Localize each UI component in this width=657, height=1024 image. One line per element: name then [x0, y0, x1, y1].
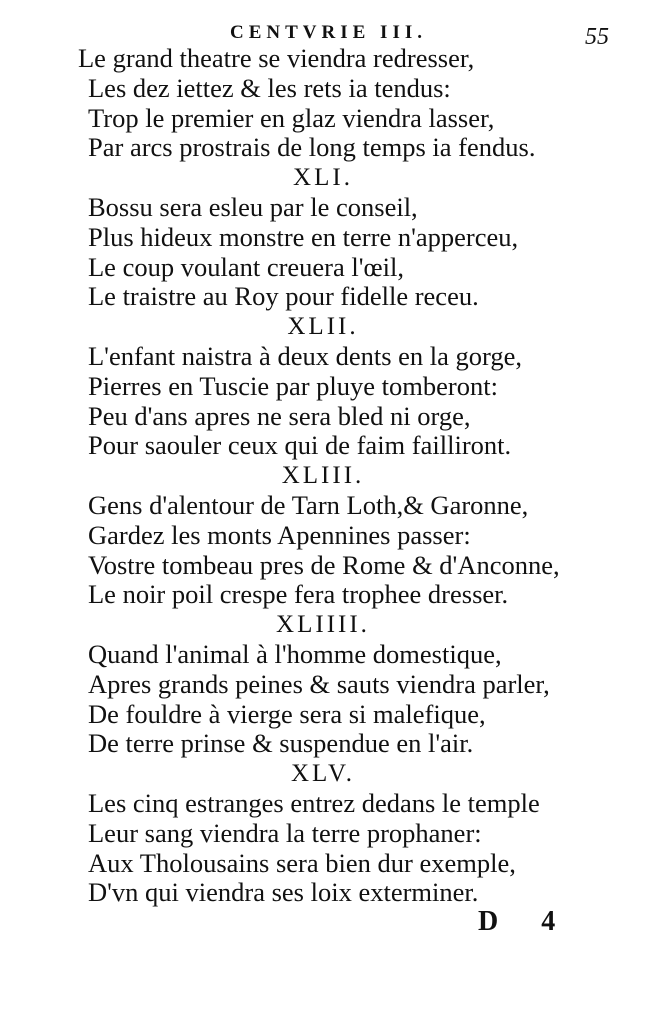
quatrain-number: XLIIII. [276, 611, 370, 639]
quatrain-number: XLIII. [281, 462, 365, 490]
verse-line: Apres grands peines & sauts viendra parler, [88, 668, 550, 699]
quatrain-text [78, 44, 638, 908]
verse-line: L'enfant naistra à deux dents en la gorge, [88, 340, 523, 371]
verse-line: D'vn qui viendra ses loix exterminer. [88, 877, 479, 908]
verse-line: De fouldre à vierge sera si malefique, [88, 698, 486, 729]
verse-line: De terre prinse & suspendue en l'air. [88, 728, 474, 759]
quatrain-number: XLI. [293, 164, 353, 192]
verse-line: Quand l'animal à l'homme domestique, [88, 638, 502, 669]
page-number: 55 [585, 24, 609, 50]
verse-line: Aux Tholousains sera bien dur exemple, [88, 847, 516, 878]
quatrain-number: XLII. [287, 313, 359, 341]
verse-line: Le traistre au Roy pour fidelle receu. [88, 281, 479, 312]
verse-line: Par arcs prostrais de long temps ia fendus. [88, 132, 536, 163]
verse-line: Le noir poil crespe fera trophee dresser. [88, 579, 509, 610]
verse-line: Trop le premier en glaz viendra lasser, [88, 102, 495, 133]
verse-line: Gardez les monts Apennines passer: [88, 519, 471, 550]
running-head: CENTVRIE III. [230, 22, 427, 43]
verse-line: Le grand theatre se viendra redresser, [78, 43, 475, 73]
verse-line: Pierres en Tuscie par pluye tomberont: [88, 370, 498, 401]
verse-line: Les dez iettez & les rets ia tendus: [88, 72, 451, 103]
verse-line: Vostre tombeau pres de Rome & d'Anconne, [88, 549, 560, 580]
verse-line: Les cinq estranges entrez dedans le temple [88, 787, 540, 818]
verse-line: Bossu sera esleu par le conseil, [88, 191, 418, 222]
verse-line: Pour saouler ceux qui de faim failliront. [88, 430, 512, 461]
verse-line: Gens d'alentour de Tarn Loth,& Garonne, [88, 489, 529, 520]
quatrain-number: XLV. [290, 760, 356, 788]
signature-mark: D 4 [478, 906, 574, 937]
verse-line: Peu d'ans apres ne sera bled ni orge, [88, 400, 471, 431]
verse-line: Plus hideux monstre en terre n'apperceu, [88, 221, 519, 252]
verse-line: Leur sang viendra la terre prophaner: [88, 817, 482, 848]
verse-line: Le coup voulant creuera l'œil, [88, 251, 405, 282]
